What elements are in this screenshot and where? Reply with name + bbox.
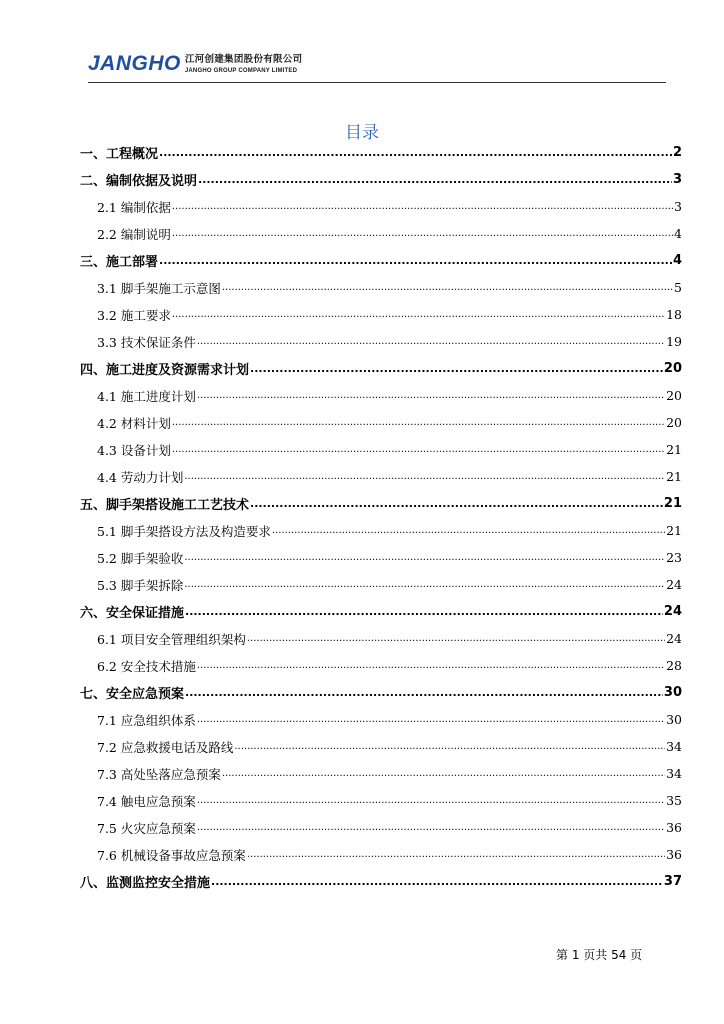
toc-entry-label: 七、安全应急预案 bbox=[80, 687, 185, 702]
toc-entry-label: 二、编制依据及说明 bbox=[80, 174, 198, 189]
toc-leader-dots bbox=[172, 201, 673, 212]
toc-entry-label: 7.6 机械设备事故应急预案 bbox=[97, 847, 246, 863]
toc-entry[interactable] bbox=[80, 625, 682, 652]
toc-entry[interactable] bbox=[80, 274, 682, 301]
toc-entry[interactable] bbox=[80, 409, 682, 436]
toc-leader-dots bbox=[197, 390, 665, 401]
toc-entry-page: 34 bbox=[666, 766, 682, 781]
toc-entry-page: 18 bbox=[666, 307, 682, 322]
logo-text bbox=[185, 52, 303, 76]
toc-entry-page: 34 bbox=[666, 739, 682, 754]
toc-leader-dots bbox=[197, 660, 665, 671]
toc-entry[interactable] bbox=[80, 841, 682, 868]
toc-entry-page: 28 bbox=[666, 658, 682, 673]
toc-entry-page: 19 bbox=[666, 334, 682, 349]
toc-entry-page: 2 bbox=[672, 145, 682, 160]
page-header bbox=[88, 50, 666, 83]
toc-leader-dots bbox=[172, 444, 665, 455]
toc-entry-label: 4.3 设备计划 bbox=[97, 442, 171, 458]
company-name-en: JANGHO GROUP COMPANY LIMITED bbox=[184, 68, 298, 74]
toc-entry-page: 4 bbox=[672, 253, 682, 268]
toc-entry-label: 7.1 应急组织体系 bbox=[97, 712, 196, 728]
toc-entry[interactable] bbox=[80, 517, 682, 544]
toc-entry-label: 八、监测监控安全措施 bbox=[80, 876, 211, 891]
toc-leader-dots bbox=[172, 417, 665, 428]
toc-entry-page: 36 bbox=[666, 847, 682, 862]
toc-title: 目录 bbox=[345, 123, 379, 143]
toc-entry-label: 5.3 脚手架拆除 bbox=[97, 577, 184, 593]
company-name-cn: 江河创建集团股份有限公司 bbox=[184, 54, 303, 65]
toc-entry-page: 4 bbox=[674, 226, 682, 241]
toc-entry-page: 23 bbox=[666, 550, 682, 565]
toc-entry[interactable] bbox=[80, 706, 682, 733]
toc-entry[interactable] bbox=[80, 247, 682, 274]
toc-entry[interactable] bbox=[80, 814, 682, 841]
toc-entry[interactable] bbox=[80, 598, 682, 625]
logo-mark: JANGHO bbox=[88, 52, 181, 75]
toc-entry[interactable] bbox=[80, 787, 682, 814]
toc-entry[interactable] bbox=[80, 571, 682, 598]
toc-leader-dots bbox=[197, 336, 665, 347]
toc-entry[interactable] bbox=[80, 355, 682, 382]
toc-entry[interactable] bbox=[80, 760, 682, 787]
toc-entry-label: 2.2 编制说明 bbox=[97, 226, 171, 242]
toc-leader-dots bbox=[250, 497, 663, 510]
toc-entry-label: 一、工程概况 bbox=[80, 147, 159, 162]
toc-entry[interactable] bbox=[80, 193, 682, 220]
toc-entry-label: 五、脚手架搭设施工工艺技术 bbox=[80, 498, 250, 513]
toc-entry-label: 7.5 火灾应急预案 bbox=[97, 820, 196, 836]
toc-leader-dots bbox=[184, 579, 665, 590]
toc-entry-page: 24 bbox=[666, 577, 682, 592]
toc-leader-dots bbox=[159, 146, 672, 159]
toc-entry-page: 20 bbox=[666, 388, 682, 403]
toc-entry-label: 2.1 编制依据 bbox=[97, 199, 171, 215]
toc-entry[interactable] bbox=[80, 382, 682, 409]
toc-entry-page: 35 bbox=[666, 793, 682, 808]
company-logo bbox=[88, 52, 302, 76]
toc-entry-label: 三、施工部署 bbox=[80, 255, 159, 270]
toc-entry-page: 20 bbox=[663, 361, 682, 376]
toc-entry-label: 六、安全保证措施 bbox=[80, 606, 185, 621]
toc-entry-page: 21 bbox=[663, 496, 682, 511]
toc-entry-page: 24 bbox=[663, 604, 682, 619]
toc-entry[interactable] bbox=[80, 436, 682, 463]
toc-entry-label: 6.2 安全技术措施 bbox=[97, 658, 196, 674]
toc-leader-dots bbox=[234, 741, 665, 752]
toc-leader-dots bbox=[172, 228, 673, 239]
toc-entry[interactable] bbox=[80, 652, 682, 679]
toc-leader-dots bbox=[272, 525, 665, 536]
toc-entry-page: 3 bbox=[674, 199, 682, 214]
toc-entry[interactable] bbox=[80, 301, 682, 328]
toc-entry-page: 3 bbox=[672, 172, 682, 187]
toc-leader-dots bbox=[197, 795, 665, 806]
toc-entry[interactable] bbox=[80, 328, 682, 355]
toc-entry[interactable] bbox=[80, 220, 682, 247]
toc-entry-label: 7.4 触电应急预案 bbox=[97, 793, 196, 809]
toc-entry-label: 4.4 劳动力计划 bbox=[97, 469, 184, 485]
toc-leader-dots bbox=[159, 254, 672, 267]
toc-leader-dots bbox=[211, 875, 663, 888]
toc-leader-dots bbox=[185, 605, 663, 618]
toc-leader-dots bbox=[222, 282, 673, 293]
toc-leader-dots bbox=[185, 686, 663, 699]
toc-entry-page: 5 bbox=[674, 280, 682, 295]
toc-leader-dots bbox=[247, 849, 665, 860]
toc-leader-dots bbox=[197, 822, 665, 833]
toc-entry-label: 3.3 技术保证条件 bbox=[97, 334, 196, 350]
toc-entry-label: 3.2 施工要求 bbox=[97, 307, 171, 323]
toc-leader-dots bbox=[247, 633, 665, 644]
toc-leader-dots bbox=[172, 309, 665, 320]
toc-entry-page: 20 bbox=[666, 415, 682, 430]
toc-leader-dots bbox=[250, 362, 663, 375]
toc-leader-dots bbox=[198, 173, 672, 186]
toc-entry-page: 36 bbox=[666, 820, 682, 835]
toc-entry[interactable] bbox=[80, 544, 682, 571]
toc-entry-label: 7.2 应急救援电话及路线 bbox=[97, 739, 234, 755]
toc-entry-page: 30 bbox=[666, 712, 682, 727]
toc-entry-label: 四、施工进度及资源需求计划 bbox=[80, 363, 250, 378]
toc-entry-label: 4.2 材料计划 bbox=[97, 415, 171, 431]
toc-entry-page: 21 bbox=[666, 442, 682, 457]
toc-entry-label: 3.1 脚手架施工示意图 bbox=[97, 280, 221, 296]
toc-entry[interactable] bbox=[80, 490, 682, 517]
toc-entry[interactable] bbox=[80, 679, 682, 706]
toc-entry-page: 24 bbox=[666, 631, 682, 646]
table-of-contents bbox=[80, 139, 682, 895]
toc-entry-page: 30 bbox=[663, 685, 682, 700]
toc-entry-label: 6.1 项目安全管理组织架构 bbox=[97, 631, 246, 647]
toc-entry-label: 5.1 脚手架搭设方法及构造要求 bbox=[97, 523, 271, 539]
toc-entry[interactable] bbox=[80, 166, 682, 193]
page-footer: 第 1 页共 54 页 bbox=[556, 948, 643, 962]
toc-entry-label: 4.1 施工进度计划 bbox=[97, 388, 196, 404]
toc-entry-label: 5.2 脚手架验收 bbox=[97, 550, 184, 566]
toc-entry-page: 21 bbox=[666, 469, 682, 484]
toc-entry[interactable] bbox=[80, 463, 682, 490]
toc-entry[interactable] bbox=[80, 139, 682, 166]
toc-leader-dots bbox=[222, 768, 665, 779]
toc-leader-dots bbox=[184, 552, 665, 563]
toc-entry-page: 21 bbox=[666, 523, 682, 538]
toc-entry-label: 7.3 高处坠落应急预案 bbox=[97, 766, 221, 782]
toc-leader-dots bbox=[184, 471, 665, 482]
toc-leader-dots bbox=[197, 714, 665, 725]
toc-entry-page: 37 bbox=[663, 874, 682, 889]
toc-entry[interactable] bbox=[80, 733, 682, 760]
toc-entry[interactable] bbox=[80, 868, 682, 895]
